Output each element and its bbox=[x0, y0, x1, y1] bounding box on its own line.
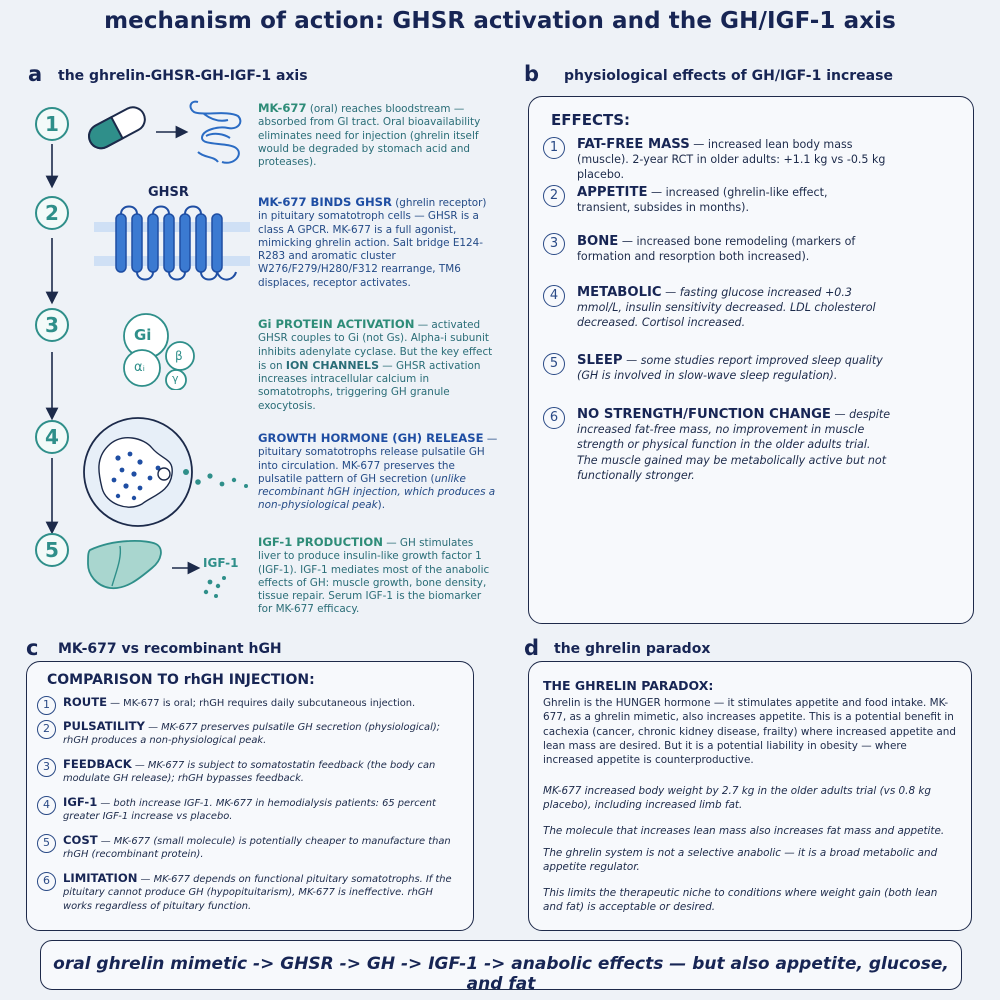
effect-5-label: SLEEP bbox=[577, 353, 623, 368]
effects-heading: EFFECTS: bbox=[551, 111, 631, 129]
comparison-5-label: COST bbox=[63, 833, 98, 847]
panel-b-heading: physiological effects of GH/IGF-1 increase bbox=[564, 68, 893, 84]
capsule-icon bbox=[85, 103, 149, 152]
step-3-body-a: — activated GHSR couples to Gi (not Gs). Alpha-i subunit inhibits adenylate cyclase. But the key effect is on bbox=[258, 319, 493, 372]
step-1-body: (oral) reaches bloodstream — absorbed from GI tract. Oral bioavailability eliminates need for injection (ghrelin itself would be degraded by stomach acid and proteases). bbox=[258, 103, 481, 169]
effect-5-text bbox=[577, 353, 889, 383]
step-3-body-b: — GHSR activation increases intracellular calcium in somatotrophs, triggering GH granule exocytosis. bbox=[258, 359, 481, 412]
comparison-4-body: — both increase IGF-1. MK-677 in hemodialysis patients: 65 percent greater IGF-1 increase vs placebo. bbox=[63, 798, 436, 823]
step-1-number: 1 bbox=[35, 107, 69, 141]
comparison-2-number: 2 bbox=[37, 720, 56, 739]
comparison-1-number: 1 bbox=[37, 696, 56, 715]
gamma-subunit-label: γ bbox=[172, 372, 179, 385]
comparison-3-text bbox=[63, 758, 459, 786]
step-2-body: (ghrelin receptor) in pituitary somatotroph cells — GHSR is a class A GPCR. MK-677 is a full agonist, mimicking ghrelin action. Salt bridge E124-R283 and aromatic cluster W276/F279/H280/F312 rearrange, TM6 displaces, receptor activates. bbox=[258, 197, 487, 289]
effect-3-text bbox=[577, 234, 899, 264]
panel-a-letter: a bbox=[28, 62, 43, 86]
comparison-2-body: — MK-677 preserves pulsatile GH secretion (physiological); rhGH produces a non-physiological peak. bbox=[63, 722, 440, 747]
effect-5-body: — some studies report improved sleep quality (GH is involved in slow-wave sleep regulation). bbox=[577, 354, 883, 383]
intestine-icon bbox=[191, 102, 241, 163]
effect-3-label: BONE bbox=[577, 234, 619, 249]
comparison-5-text bbox=[63, 834, 459, 862]
effect-3-body: — increased bone remodeling (markers of formation and resorption both increased). bbox=[577, 235, 856, 264]
step-3-lead: Gi PROTEIN ACTIVATION bbox=[258, 317, 415, 331]
effect-2-number: 2 bbox=[543, 185, 565, 207]
effects-box bbox=[528, 96, 974, 624]
panel-d-heading: the ghrelin paradox bbox=[554, 641, 711, 657]
step-4-number: 4 bbox=[35, 420, 69, 454]
paradox-paragraph-1: Ghrelin is the HUNGER hormone — it stimulates appetite and food intake. MK-677, as a ghrelin mimetic, also increases appetite. This is a potential benefit in cachexia (cancer, chronic kidney disease, frailty) where increased appetite and lean mass are desired. But it is a potential liability in obesity — where increased appetite is counterproductive. bbox=[543, 697, 956, 767]
panel-c-letter: c bbox=[26, 636, 39, 660]
comparison-4-label: IGF-1 bbox=[63, 795, 98, 809]
step-5-body: — GH stimulates liver to produce insulin-like growth factor 1 (IGF-1). IGF-1 mediates most of the anabolic effects of GH: muscle growth, bone density, tissue repair. Serum IGF-1 is the biomarker for MK-677 efficacy. bbox=[258, 537, 490, 616]
comparison-1-text bbox=[63, 696, 459, 710]
comparison-5-body: — MK-677 (small molecule) is potentially cheaper to manufacture than rhGH (recombinant protein). bbox=[63, 836, 451, 861]
comparison-heading: COMPARISON TO rhGH INJECTION: bbox=[47, 672, 315, 688]
paradox-box bbox=[528, 661, 972, 931]
effect-2-text bbox=[577, 185, 883, 215]
step-3-number: 3 bbox=[35, 308, 69, 342]
effect-4-label: METABOLIC bbox=[577, 285, 662, 300]
comparison-box bbox=[26, 661, 474, 931]
effect-6-body: — despite increased fat-free mass, no improvement in muscle strength or physical function in the older adults trial. The muscle gained may be metabolically active but not functionally stronger. bbox=[577, 408, 891, 482]
effect-6-text bbox=[577, 407, 893, 483]
igf-1-label: IGF-1 bbox=[203, 556, 239, 570]
effect-4-number: 4 bbox=[543, 285, 565, 307]
alpha-subunit-label: αᵢ bbox=[134, 360, 145, 375]
comparison-4-number: 4 bbox=[37, 796, 56, 815]
comparison-3-number: 3 bbox=[37, 758, 56, 777]
ghsr-label: GHSR bbox=[148, 185, 189, 200]
summary-box bbox=[40, 940, 962, 994]
somatotroph-cell-icon bbox=[78, 412, 258, 534]
step-1-lead: MK-677 bbox=[258, 101, 307, 115]
paradox-paragraph-2: MK-677 increased body weight by 2.7 kg in the older adults trial (vs 0.8 kg placebo), including increased limb fat. bbox=[543, 785, 931, 812]
beta-subunit-label: β bbox=[175, 349, 183, 363]
comparison-2-text bbox=[63, 720, 459, 748]
step-5-number: 5 bbox=[35, 533, 69, 567]
comparison-2-label: PULSATILITY bbox=[63, 719, 145, 733]
effect-6-number: 6 bbox=[543, 407, 565, 429]
effect-2-body: — increased (ghrelin-like effect, transient, subsides in months). bbox=[577, 186, 828, 215]
step-4-text bbox=[258, 432, 498, 513]
comparison-4-text bbox=[63, 796, 459, 824]
step-2-number: 2 bbox=[35, 196, 69, 230]
step-3-ion-channels: ION CHANNELS bbox=[285, 358, 379, 372]
step-1-illustration bbox=[78, 92, 248, 174]
step-5-lead: IGF-1 PRODUCTION bbox=[258, 535, 383, 549]
comparison-3-label: FEEDBACK bbox=[63, 757, 132, 771]
step-3-text bbox=[258, 318, 494, 413]
comparison-6-number: 6 bbox=[37, 872, 56, 891]
paradox-paragraph-5: This limits the therapeutic niche to conditions where weight gain (both lean and fat) is acceptable or desired. bbox=[543, 887, 938, 914]
comparison-6-label: LIMITATION bbox=[63, 871, 138, 885]
comparison-6-text bbox=[63, 872, 459, 913]
comparison-5-number: 5 bbox=[37, 834, 56, 853]
effect-3-number: 3 bbox=[543, 233, 565, 255]
summary-text: oral ghrelin mimetic -> GHSR -> GH -> IGF-1 -> anabolic effects — but also appetite, glucose, and fat bbox=[53, 954, 949, 994]
panel-c-heading: MK-677 vs recombinant hGH bbox=[58, 641, 282, 657]
step-4-body-a: — pituitary somatotrophs release pulsatile GH into circulation. MK-677 preserves the pulsatile pattern of GH secretion ( bbox=[258, 433, 498, 485]
step-4-lead: GROWTH HORMONE (GH) RELEASE bbox=[258, 431, 484, 445]
effect-4-body: — fasting glucose increased +0.3 mmol/L, insulin sensitivity decreased. LDL cholesterol decreased. Cortisol increased. bbox=[577, 286, 876, 330]
step-2-lead: MK-677 BINDS GHSR bbox=[258, 195, 392, 209]
panel-b-letter: b bbox=[524, 62, 540, 86]
gi-label: Gi bbox=[134, 326, 152, 344]
effect-6-label: NO STRENGTH/FUNCTION CHANGE bbox=[577, 407, 831, 422]
effect-1-text bbox=[577, 137, 889, 183]
paradox-heading: THE GHRELIN PARADOX: bbox=[543, 678, 714, 693]
panel-d-letter: d bbox=[524, 636, 540, 660]
step-2-text bbox=[258, 196, 494, 290]
paradox-paragraph-4: The ghrelin system is not a selective anabolic — it is a broad metabolic and appetite regulator. bbox=[543, 847, 938, 874]
effect-4-text bbox=[577, 285, 879, 331]
effect-2-label: APPETITE bbox=[577, 185, 648, 200]
step-5-text bbox=[258, 536, 494, 617]
g-protein-icon bbox=[112, 306, 212, 390]
paradox-paragraph-3: The molecule that increases lean mass also increases fat mass and appetite. bbox=[543, 825, 945, 837]
comparison-1-label: ROUTE bbox=[63, 695, 108, 709]
comparison-6-body: — MK-677 depends on functional pituitary somatotrophs. If the pituitary cannot produce GH (hypopituitarism), MK-677 is ineffective. rhGH works regardless of pituitary function. bbox=[63, 874, 452, 912]
panel-a-heading: the ghrelin-GHSR-GH-IGF-1 axis bbox=[58, 68, 308, 84]
effect-1-label: FAT-FREE MASS bbox=[577, 137, 690, 152]
step-1-text bbox=[258, 102, 494, 169]
page-title: mechanism of action: GHSR activation and the GH/IGF-1 axis bbox=[104, 8, 896, 34]
effect-1-number: 1 bbox=[543, 137, 565, 159]
gpcr-receptor-icon bbox=[92, 200, 252, 290]
liver-icon bbox=[86, 538, 246, 608]
comparison-1-body: — MK-677 is oral; rhGH requires daily subcutaneous injection. bbox=[107, 698, 416, 709]
effect-1-body: — increased lean body mass (muscle). 2-year RCT in older adults: +1.1 kg vs -0.5 kg placebo. bbox=[577, 138, 886, 182]
effect-5-number: 5 bbox=[543, 353, 565, 375]
step-4-italic: unlike recombinant hGH injection, which produces a non-physiological peak bbox=[258, 472, 496, 512]
step-4-body-b: ). bbox=[377, 499, 385, 512]
comparison-3-body: — MK-677 is subject to somatostatin feedback (the body can modulate GH release); rhGH bypasses feedback. bbox=[63, 760, 436, 785]
